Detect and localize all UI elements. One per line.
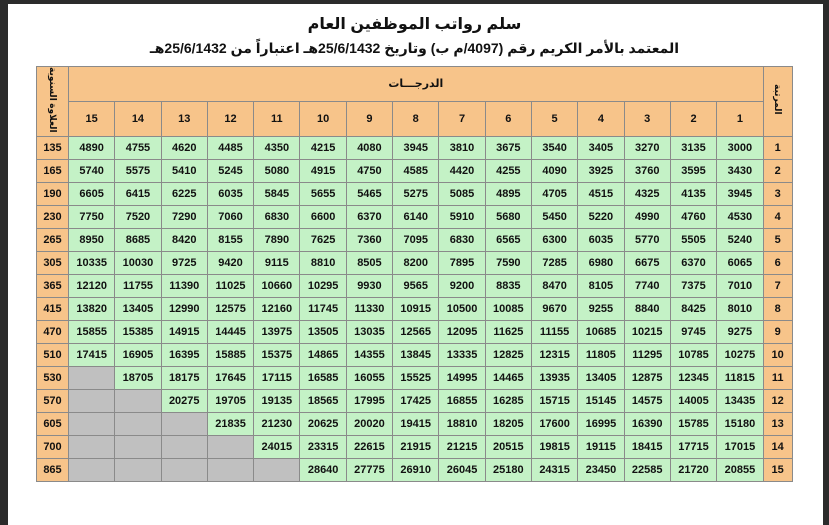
salary-cell: 7895 bbox=[439, 251, 485, 274]
empty-salary-cell bbox=[69, 435, 115, 458]
salary-cell: 12160 bbox=[254, 297, 300, 320]
annual-allowance-cell: 865 bbox=[37, 458, 69, 481]
salary-cell: 9200 bbox=[439, 274, 485, 297]
salary-cell: 5845 bbox=[254, 182, 300, 205]
salary-cell: 12575 bbox=[207, 297, 253, 320]
salary-cell: 13405 bbox=[115, 297, 161, 320]
salary-cell: 26910 bbox=[393, 458, 439, 481]
salary-cell: 21230 bbox=[254, 412, 300, 435]
salary-cell: 3595 bbox=[670, 159, 716, 182]
salary-cell: 15885 bbox=[207, 343, 253, 366]
salary-cell: 6980 bbox=[578, 251, 624, 274]
salary-cell: 6370 bbox=[346, 205, 392, 228]
salary-cell: 23315 bbox=[300, 435, 346, 458]
salary-cell: 10500 bbox=[439, 297, 485, 320]
salary-cell: 12120 bbox=[69, 274, 115, 297]
empty-salary-cell bbox=[254, 458, 300, 481]
salary-cell: 16055 bbox=[346, 366, 392, 389]
salary-cell: 13405 bbox=[578, 366, 624, 389]
salary-cell: 8105 bbox=[578, 274, 624, 297]
empty-salary-cell bbox=[161, 435, 207, 458]
salary-cell: 10295 bbox=[300, 274, 346, 297]
salary-cell: 4515 bbox=[578, 182, 624, 205]
salary-cell: 12825 bbox=[485, 343, 531, 366]
degree-column-header: 6 bbox=[485, 101, 531, 136]
salary-cell: 4895 bbox=[485, 182, 531, 205]
salary-cell: 4215 bbox=[300, 136, 346, 159]
salary-cell: 5220 bbox=[578, 205, 624, 228]
degree-column-header: 3 bbox=[624, 101, 670, 136]
salary-cell: 4135 bbox=[670, 182, 716, 205]
salary-cell: 8470 bbox=[531, 274, 577, 297]
salary-cell: 10785 bbox=[670, 343, 716, 366]
salary-cell: 3405 bbox=[578, 136, 624, 159]
salary-cell: 11295 bbox=[624, 343, 670, 366]
salary-cell: 4325 bbox=[624, 182, 670, 205]
salary-cell: 4760 bbox=[670, 205, 716, 228]
salary-cell: 12345 bbox=[670, 366, 716, 389]
salary-cell: 21720 bbox=[670, 458, 716, 481]
table-row bbox=[37, 412, 793, 435]
salary-cell: 22585 bbox=[624, 458, 670, 481]
salary-cell: 4585 bbox=[393, 159, 439, 182]
salary-cell: 13505 bbox=[300, 320, 346, 343]
salary-cell: 4255 bbox=[485, 159, 531, 182]
page-subtitle: المعتمد بالأمر الكريم رقم (4097/م ب) وتاريخ 25/6/1432هـ اعتباراً من 25/6/1432هـ bbox=[149, 40, 680, 56]
annual-allowance-cell: 265 bbox=[37, 228, 69, 251]
salary-cell: 8505 bbox=[346, 251, 392, 274]
annual-allowance-cell: 135 bbox=[37, 136, 69, 159]
empty-salary-cell bbox=[69, 458, 115, 481]
salary-cell: 5275 bbox=[393, 182, 439, 205]
salary-cell: 15375 bbox=[254, 343, 300, 366]
salary-cell: 9725 bbox=[161, 251, 207, 274]
salary-cell: 9565 bbox=[393, 274, 439, 297]
salary-cell: 3945 bbox=[717, 182, 764, 205]
salary-cell: 16905 bbox=[115, 343, 161, 366]
salary-cell: 7740 bbox=[624, 274, 670, 297]
salary-cell: 15145 bbox=[578, 389, 624, 412]
rank-cell: 9 bbox=[763, 320, 792, 343]
empty-salary-cell bbox=[115, 435, 161, 458]
degree-column-header: 11 bbox=[254, 101, 300, 136]
salary-cell: 20625 bbox=[300, 412, 346, 435]
frame-right bbox=[823, 0, 829, 525]
salary-cell: 19115 bbox=[578, 435, 624, 458]
table-row bbox=[37, 297, 793, 320]
degree-column-header: 5 bbox=[531, 101, 577, 136]
salary-cell: 4890 bbox=[69, 136, 115, 159]
allowance-header: العلاوة السنوية bbox=[48, 67, 58, 133]
rank-cell: 4 bbox=[763, 205, 792, 228]
salary-cell: 14915 bbox=[161, 320, 207, 343]
annual-allowance-cell: 230 bbox=[37, 205, 69, 228]
salary-cell: 3000 bbox=[717, 136, 764, 159]
salary-cell: 6140 bbox=[393, 205, 439, 228]
salary-cell: 16855 bbox=[439, 389, 485, 412]
salary-cell: 11815 bbox=[717, 366, 764, 389]
salary-cell: 16390 bbox=[624, 412, 670, 435]
salary-cell: 7625 bbox=[300, 228, 346, 251]
salary-cell: 5240 bbox=[717, 228, 764, 251]
salary-cell: 6035 bbox=[578, 228, 624, 251]
annual-allowance-cell: 510 bbox=[37, 343, 69, 366]
rank-cell: 7 bbox=[763, 274, 792, 297]
salary-cell: 12315 bbox=[531, 343, 577, 366]
salary-cell: 6605 bbox=[69, 182, 115, 205]
empty-salary-cell bbox=[69, 366, 115, 389]
salary-cell: 4915 bbox=[300, 159, 346, 182]
annual-allowance-cell: 165 bbox=[37, 159, 69, 182]
salary-cell: 15180 bbox=[717, 412, 764, 435]
salary-cell: 12565 bbox=[393, 320, 439, 343]
salary-cell: 16585 bbox=[300, 366, 346, 389]
salary-cell: 18205 bbox=[485, 412, 531, 435]
salary-cell: 5245 bbox=[207, 159, 253, 182]
degree-column-header: 2 bbox=[670, 101, 716, 136]
frame-top bbox=[0, 0, 829, 4]
salary-cell: 17015 bbox=[717, 435, 764, 458]
salary-cell: 8810 bbox=[300, 251, 346, 274]
rank-cell: 12 bbox=[763, 389, 792, 412]
table-row bbox=[37, 274, 793, 297]
salary-cell: 11755 bbox=[115, 274, 161, 297]
table-row bbox=[37, 458, 793, 481]
salary-cell: 8835 bbox=[485, 274, 531, 297]
salary-cell: 10085 bbox=[485, 297, 531, 320]
salary-cell: 9930 bbox=[346, 274, 392, 297]
salary-cell: 7750 bbox=[69, 205, 115, 228]
salary-cell: 8155 bbox=[207, 228, 253, 251]
salary-cell: 19815 bbox=[531, 435, 577, 458]
salary-cell: 4750 bbox=[346, 159, 392, 182]
salary-cell: 10275 bbox=[717, 343, 764, 366]
salary-cell: 22615 bbox=[346, 435, 392, 458]
annual-allowance-cell: 530 bbox=[37, 366, 69, 389]
salary-cell: 6830 bbox=[254, 205, 300, 228]
table-row bbox=[37, 320, 793, 343]
salary-cell: 20275 bbox=[161, 389, 207, 412]
table-row bbox=[37, 389, 793, 412]
salary-cell: 8685 bbox=[115, 228, 161, 251]
annual-allowance-cell: 305 bbox=[37, 251, 69, 274]
salary-cell: 3540 bbox=[531, 136, 577, 159]
salary-cell: 15525 bbox=[393, 366, 439, 389]
empty-salary-cell bbox=[115, 389, 161, 412]
salary-cell: 7590 bbox=[485, 251, 531, 274]
salary-cell: 20515 bbox=[485, 435, 531, 458]
allowance-header-cell bbox=[37, 67, 69, 137]
degrees-header: الدرجـــات bbox=[69, 67, 764, 102]
salary-cell: 4420 bbox=[439, 159, 485, 182]
salary-cell: 5740 bbox=[69, 159, 115, 182]
salary-cell: 6565 bbox=[485, 228, 531, 251]
salary-cell: 18810 bbox=[439, 412, 485, 435]
salary-cell: 4080 bbox=[346, 136, 392, 159]
frame-left bbox=[0, 0, 8, 525]
salary-cell: 11330 bbox=[346, 297, 392, 320]
salary-cell: 11745 bbox=[300, 297, 346, 320]
salary-cell: 3675 bbox=[485, 136, 531, 159]
degree-number-row bbox=[37, 101, 793, 136]
rank-cell: 8 bbox=[763, 297, 792, 320]
salary-cell: 6035 bbox=[207, 182, 253, 205]
table-row bbox=[37, 251, 793, 274]
salary-cell: 4090 bbox=[531, 159, 577, 182]
rank-header-cell bbox=[763, 67, 792, 137]
empty-salary-cell bbox=[207, 435, 253, 458]
annual-allowance-cell: 470 bbox=[37, 320, 69, 343]
salary-cell: 5465 bbox=[346, 182, 392, 205]
salary-cell: 17425 bbox=[393, 389, 439, 412]
salary-cell: 5085 bbox=[439, 182, 485, 205]
salary-cell: 5505 bbox=[670, 228, 716, 251]
salary-cell: 9670 bbox=[531, 297, 577, 320]
empty-salary-cell bbox=[161, 412, 207, 435]
degree-column-header: 9 bbox=[346, 101, 392, 136]
rank-cell: 3 bbox=[763, 182, 792, 205]
salary-scale-table bbox=[36, 66, 793, 482]
salary-cell: 10030 bbox=[115, 251, 161, 274]
salary-cell: 5680 bbox=[485, 205, 531, 228]
salary-cell: 19135 bbox=[254, 389, 300, 412]
salary-cell: 7285 bbox=[531, 251, 577, 274]
empty-salary-cell bbox=[115, 412, 161, 435]
salary-cell: 7520 bbox=[115, 205, 161, 228]
degree-column-header: 13 bbox=[161, 101, 207, 136]
salary-cell: 5910 bbox=[439, 205, 485, 228]
degree-column-header: 7 bbox=[439, 101, 485, 136]
salary-cell: 14465 bbox=[485, 366, 531, 389]
salary-cell: 10215 bbox=[624, 320, 670, 343]
salary-cell: 3135 bbox=[670, 136, 716, 159]
salary-cell: 19705 bbox=[207, 389, 253, 412]
salary-cell: 20020 bbox=[346, 412, 392, 435]
annual-allowance-cell: 570 bbox=[37, 389, 69, 412]
salary-cell: 13935 bbox=[531, 366, 577, 389]
salary-cell: 15855 bbox=[69, 320, 115, 343]
salary-cell: 8420 bbox=[161, 228, 207, 251]
salary-cell: 3810 bbox=[439, 136, 485, 159]
salary-cell: 4620 bbox=[161, 136, 207, 159]
rank-cell: 15 bbox=[763, 458, 792, 481]
salary-cell: 16285 bbox=[485, 389, 531, 412]
salary-cell: 27775 bbox=[346, 458, 392, 481]
salary-cell: 4485 bbox=[207, 136, 253, 159]
salary-cell: 21915 bbox=[393, 435, 439, 458]
salary-cell: 5770 bbox=[624, 228, 670, 251]
salary-cell: 24315 bbox=[531, 458, 577, 481]
salary-cell: 8010 bbox=[717, 297, 764, 320]
salary-cell: 5575 bbox=[115, 159, 161, 182]
salary-cell: 14355 bbox=[346, 343, 392, 366]
annual-allowance-cell: 190 bbox=[37, 182, 69, 205]
salary-cell: 11390 bbox=[161, 274, 207, 297]
rank-cell: 14 bbox=[763, 435, 792, 458]
salary-cell: 18705 bbox=[115, 366, 161, 389]
table-header-row bbox=[37, 67, 793, 102]
salary-cell: 14995 bbox=[439, 366, 485, 389]
table-row bbox=[37, 343, 793, 366]
salary-cell: 17600 bbox=[531, 412, 577, 435]
salary-cell: 10660 bbox=[254, 274, 300, 297]
salary-cell: 20855 bbox=[717, 458, 764, 481]
salary-cell: 5655 bbox=[300, 182, 346, 205]
salary-cell: 3945 bbox=[393, 136, 439, 159]
salary-cell: 4350 bbox=[254, 136, 300, 159]
salary-cell: 7060 bbox=[207, 205, 253, 228]
salary-cell: 8950 bbox=[69, 228, 115, 251]
empty-salary-cell bbox=[69, 412, 115, 435]
salary-cell: 5410 bbox=[161, 159, 207, 182]
salary-cell: 9275 bbox=[717, 320, 764, 343]
salary-cell: 9115 bbox=[254, 251, 300, 274]
degree-column-header: 10 bbox=[300, 101, 346, 136]
salary-cell: 6370 bbox=[670, 251, 716, 274]
rank-cell: 13 bbox=[763, 412, 792, 435]
salary-cell: 3760 bbox=[624, 159, 670, 182]
salary-cell: 25180 bbox=[485, 458, 531, 481]
degree-column-header: 1 bbox=[717, 101, 764, 136]
salary-cell: 7095 bbox=[393, 228, 439, 251]
salary-cell: 6830 bbox=[439, 228, 485, 251]
salary-cell: 13035 bbox=[346, 320, 392, 343]
salary-cell: 13435 bbox=[717, 389, 764, 412]
salary-cell: 6415 bbox=[115, 182, 161, 205]
table-row bbox=[37, 366, 793, 389]
salary-cell: 23450 bbox=[578, 458, 624, 481]
salary-cell: 24015 bbox=[254, 435, 300, 458]
salary-cell: 16395 bbox=[161, 343, 207, 366]
salary-cell: 14005 bbox=[670, 389, 716, 412]
salary-cell: 8425 bbox=[670, 297, 716, 320]
rank-cell: 6 bbox=[763, 251, 792, 274]
salary-cell: 6065 bbox=[717, 251, 764, 274]
salary-cell: 12095 bbox=[439, 320, 485, 343]
salary-cell: 12875 bbox=[624, 366, 670, 389]
empty-salary-cell bbox=[115, 458, 161, 481]
empty-salary-cell bbox=[161, 458, 207, 481]
annual-allowance-cell: 605 bbox=[37, 412, 69, 435]
rank-cell: 11 bbox=[763, 366, 792, 389]
salary-cell: 11805 bbox=[578, 343, 624, 366]
salary-cell: 10335 bbox=[69, 251, 115, 274]
table-row bbox=[37, 205, 793, 228]
rank-cell: 5 bbox=[763, 228, 792, 251]
page-title: سلم رواتب الموظفين العام bbox=[307, 16, 522, 33]
salary-cell: 18175 bbox=[161, 366, 207, 389]
salary-cell: 6300 bbox=[531, 228, 577, 251]
table-row bbox=[37, 435, 793, 458]
salary-cell: 17645 bbox=[207, 366, 253, 389]
salary-cell: 10915 bbox=[393, 297, 439, 320]
salary-cell: 3430 bbox=[717, 159, 764, 182]
salary-cell: 13820 bbox=[69, 297, 115, 320]
salary-cell: 21215 bbox=[439, 435, 485, 458]
salary-cell: 3925 bbox=[578, 159, 624, 182]
rank-cell: 10 bbox=[763, 343, 792, 366]
salary-cell: 15785 bbox=[670, 412, 716, 435]
salary-cell: 13335 bbox=[439, 343, 485, 366]
salary-cell: 14865 bbox=[300, 343, 346, 366]
salary-cell: 10685 bbox=[578, 320, 624, 343]
salary-cell: 8200 bbox=[393, 251, 439, 274]
salary-cell: 13845 bbox=[393, 343, 439, 366]
annual-allowance-cell: 365 bbox=[37, 274, 69, 297]
annual-allowance-cell: 700 bbox=[37, 435, 69, 458]
table-row bbox=[37, 159, 793, 182]
salary-cell: 9255 bbox=[578, 297, 624, 320]
salary-cell: 17415 bbox=[69, 343, 115, 366]
rank-cell: 1 bbox=[763, 136, 792, 159]
salary-cell: 16995 bbox=[578, 412, 624, 435]
salary-cell: 6600 bbox=[300, 205, 346, 228]
salary-cell: 4530 bbox=[717, 205, 764, 228]
salary-cell: 4990 bbox=[624, 205, 670, 228]
salary-cell: 13975 bbox=[254, 320, 300, 343]
rank-cell: 2 bbox=[763, 159, 792, 182]
salary-cell: 15385 bbox=[115, 320, 161, 343]
salary-cell: 17115 bbox=[254, 366, 300, 389]
degree-column-header: 14 bbox=[115, 101, 161, 136]
salary-cell: 5080 bbox=[254, 159, 300, 182]
salary-cell: 17715 bbox=[670, 435, 716, 458]
salary-cell: 7360 bbox=[346, 228, 392, 251]
salary-cell: 21835 bbox=[207, 412, 253, 435]
salary-cell: 4705 bbox=[531, 182, 577, 205]
table-row bbox=[37, 228, 793, 251]
degree-column-header: 8 bbox=[393, 101, 439, 136]
rank-header: المرتبة bbox=[773, 84, 784, 116]
salary-cell: 7375 bbox=[670, 274, 716, 297]
degree-column-header: 12 bbox=[207, 101, 253, 136]
salary-cell: 9745 bbox=[670, 320, 716, 343]
empty-salary-cell bbox=[69, 389, 115, 412]
salary-cell: 14575 bbox=[624, 389, 670, 412]
salary-cell: 3270 bbox=[624, 136, 670, 159]
salary-cell: 6225 bbox=[161, 182, 207, 205]
salary-cell: 18415 bbox=[624, 435, 670, 458]
table-row bbox=[37, 136, 793, 159]
salary-cell: 7010 bbox=[717, 274, 764, 297]
table-row bbox=[37, 182, 793, 205]
salary-cell: 18565 bbox=[300, 389, 346, 412]
salary-cell: 9420 bbox=[207, 251, 253, 274]
salary-cell: 15715 bbox=[531, 389, 577, 412]
salary-cell: 8840 bbox=[624, 297, 670, 320]
salary-cell: 5450 bbox=[531, 205, 577, 228]
salary-cell: 11625 bbox=[485, 320, 531, 343]
empty-salary-cell bbox=[207, 458, 253, 481]
salary-cell: 7890 bbox=[254, 228, 300, 251]
salary-cell: 6675 bbox=[624, 251, 670, 274]
salary-cell: 7290 bbox=[161, 205, 207, 228]
salary-cell: 11155 bbox=[531, 320, 577, 343]
salary-cell: 17995 bbox=[346, 389, 392, 412]
salary-cell: 28640 bbox=[300, 458, 346, 481]
degree-column-header: 4 bbox=[578, 101, 624, 136]
salary-cell: 11025 bbox=[207, 274, 253, 297]
salary-cell: 19415 bbox=[393, 412, 439, 435]
salary-cell: 12990 bbox=[161, 297, 207, 320]
salary-cell: 26045 bbox=[439, 458, 485, 481]
salary-cell: 14445 bbox=[207, 320, 253, 343]
annual-allowance-cell: 415 bbox=[37, 297, 69, 320]
degree-column-header: 15 bbox=[69, 101, 115, 136]
salary-cell: 4755 bbox=[115, 136, 161, 159]
